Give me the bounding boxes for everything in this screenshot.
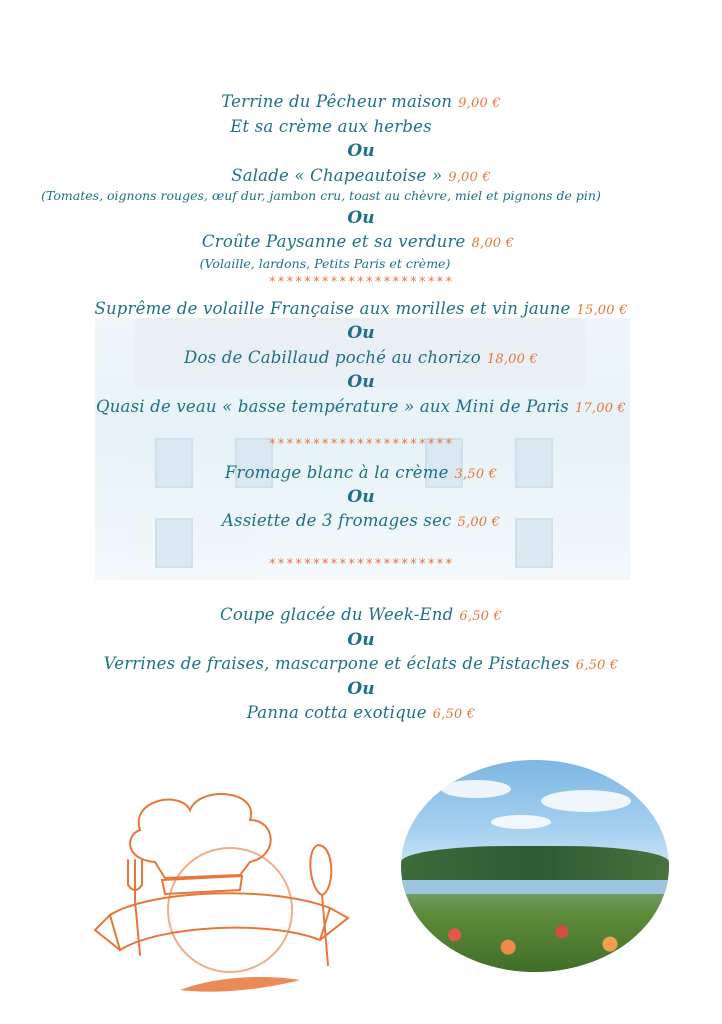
item-name: Verrines de fraises, mascarpone et éclats de Pistaches — [103, 654, 570, 673]
item-price: 8,00 € — [471, 236, 515, 251]
item-name: Assiette de 3 fromages sec — [221, 511, 452, 530]
menu-item — [0, 511, 722, 530]
item-price: 3,50 € — [454, 467, 498, 482]
cloud — [491, 815, 551, 829]
cloud — [441, 780, 511, 798]
menu-item — [0, 703, 722, 722]
item-price: 9,00 € — [448, 170, 491, 185]
menu-item — [0, 605, 722, 624]
item-description: (Volaille, lardons, Petits Paris et crème) — [199, 256, 451, 271]
menu-item — [0, 92, 722, 111]
river — [401, 880, 669, 894]
menu-item — [0, 166, 722, 185]
item-name: Terrine du Pêcheur maison — [221, 92, 453, 111]
chef-hat-icon — [90, 790, 360, 1000]
item-price: 6,50 € — [575, 658, 619, 673]
item-subtitle: Et sa crème aux herbes — [230, 117, 432, 136]
item-name: Croûte Paysanne et sa verdure — [201, 232, 466, 251]
item-name: Salade « Chapeautoise » — [231, 166, 443, 185]
flower-bed — [401, 910, 669, 972]
or-divider: Ou — [347, 487, 375, 507]
menu-item — [0, 463, 722, 482]
landscape-photo — [401, 760, 669, 972]
or-divider: Ou — [347, 679, 375, 699]
menu-item — [0, 299, 722, 318]
item-name: Suprême de volaille Française aux morilles et vin jaune — [94, 299, 571, 318]
item-price: 15,00 € — [576, 303, 628, 318]
menu-item — [0, 654, 722, 673]
item-price: 18,00 € — [486, 352, 538, 367]
menu-item — [0, 232, 719, 251]
item-description: (Tomates, oignons rouges, œuf dur, jambon cru, toast au chèvre, miel et pignons de pin) — [41, 188, 601, 203]
item-price: 5,00 € — [457, 515, 501, 530]
section-separator: ********************* — [268, 275, 454, 290]
or-divider: Ou — [347, 323, 375, 343]
menu-item — [0, 397, 722, 416]
item-name: Dos de Cabillaud poché au chorizo — [184, 348, 481, 367]
item-price: 17,00 € — [574, 401, 626, 416]
item-price: 6,50 € — [432, 707, 476, 722]
menu-item — [0, 348, 722, 367]
item-name: Coupe glacée du Week-End — [220, 605, 454, 624]
or-divider: Ou — [347, 141, 375, 161]
item-name: Fromage blanc à la crème — [224, 463, 449, 482]
item-name: Quasi de veau « basse température » aux Mini de Paris — [96, 397, 569, 416]
item-price: 6,50 € — [459, 609, 502, 624]
section-separator: ********************* — [268, 437, 454, 452]
cloud — [541, 790, 631, 812]
section-separator: ********************* — [268, 557, 454, 572]
or-divider: Ou — [347, 372, 375, 392]
item-price: 9,00 € — [458, 96, 501, 111]
item-name: Panna cotta exotique — [246, 703, 427, 722]
or-divider: Ou — [347, 630, 375, 650]
or-divider: Ou — [347, 208, 375, 228]
